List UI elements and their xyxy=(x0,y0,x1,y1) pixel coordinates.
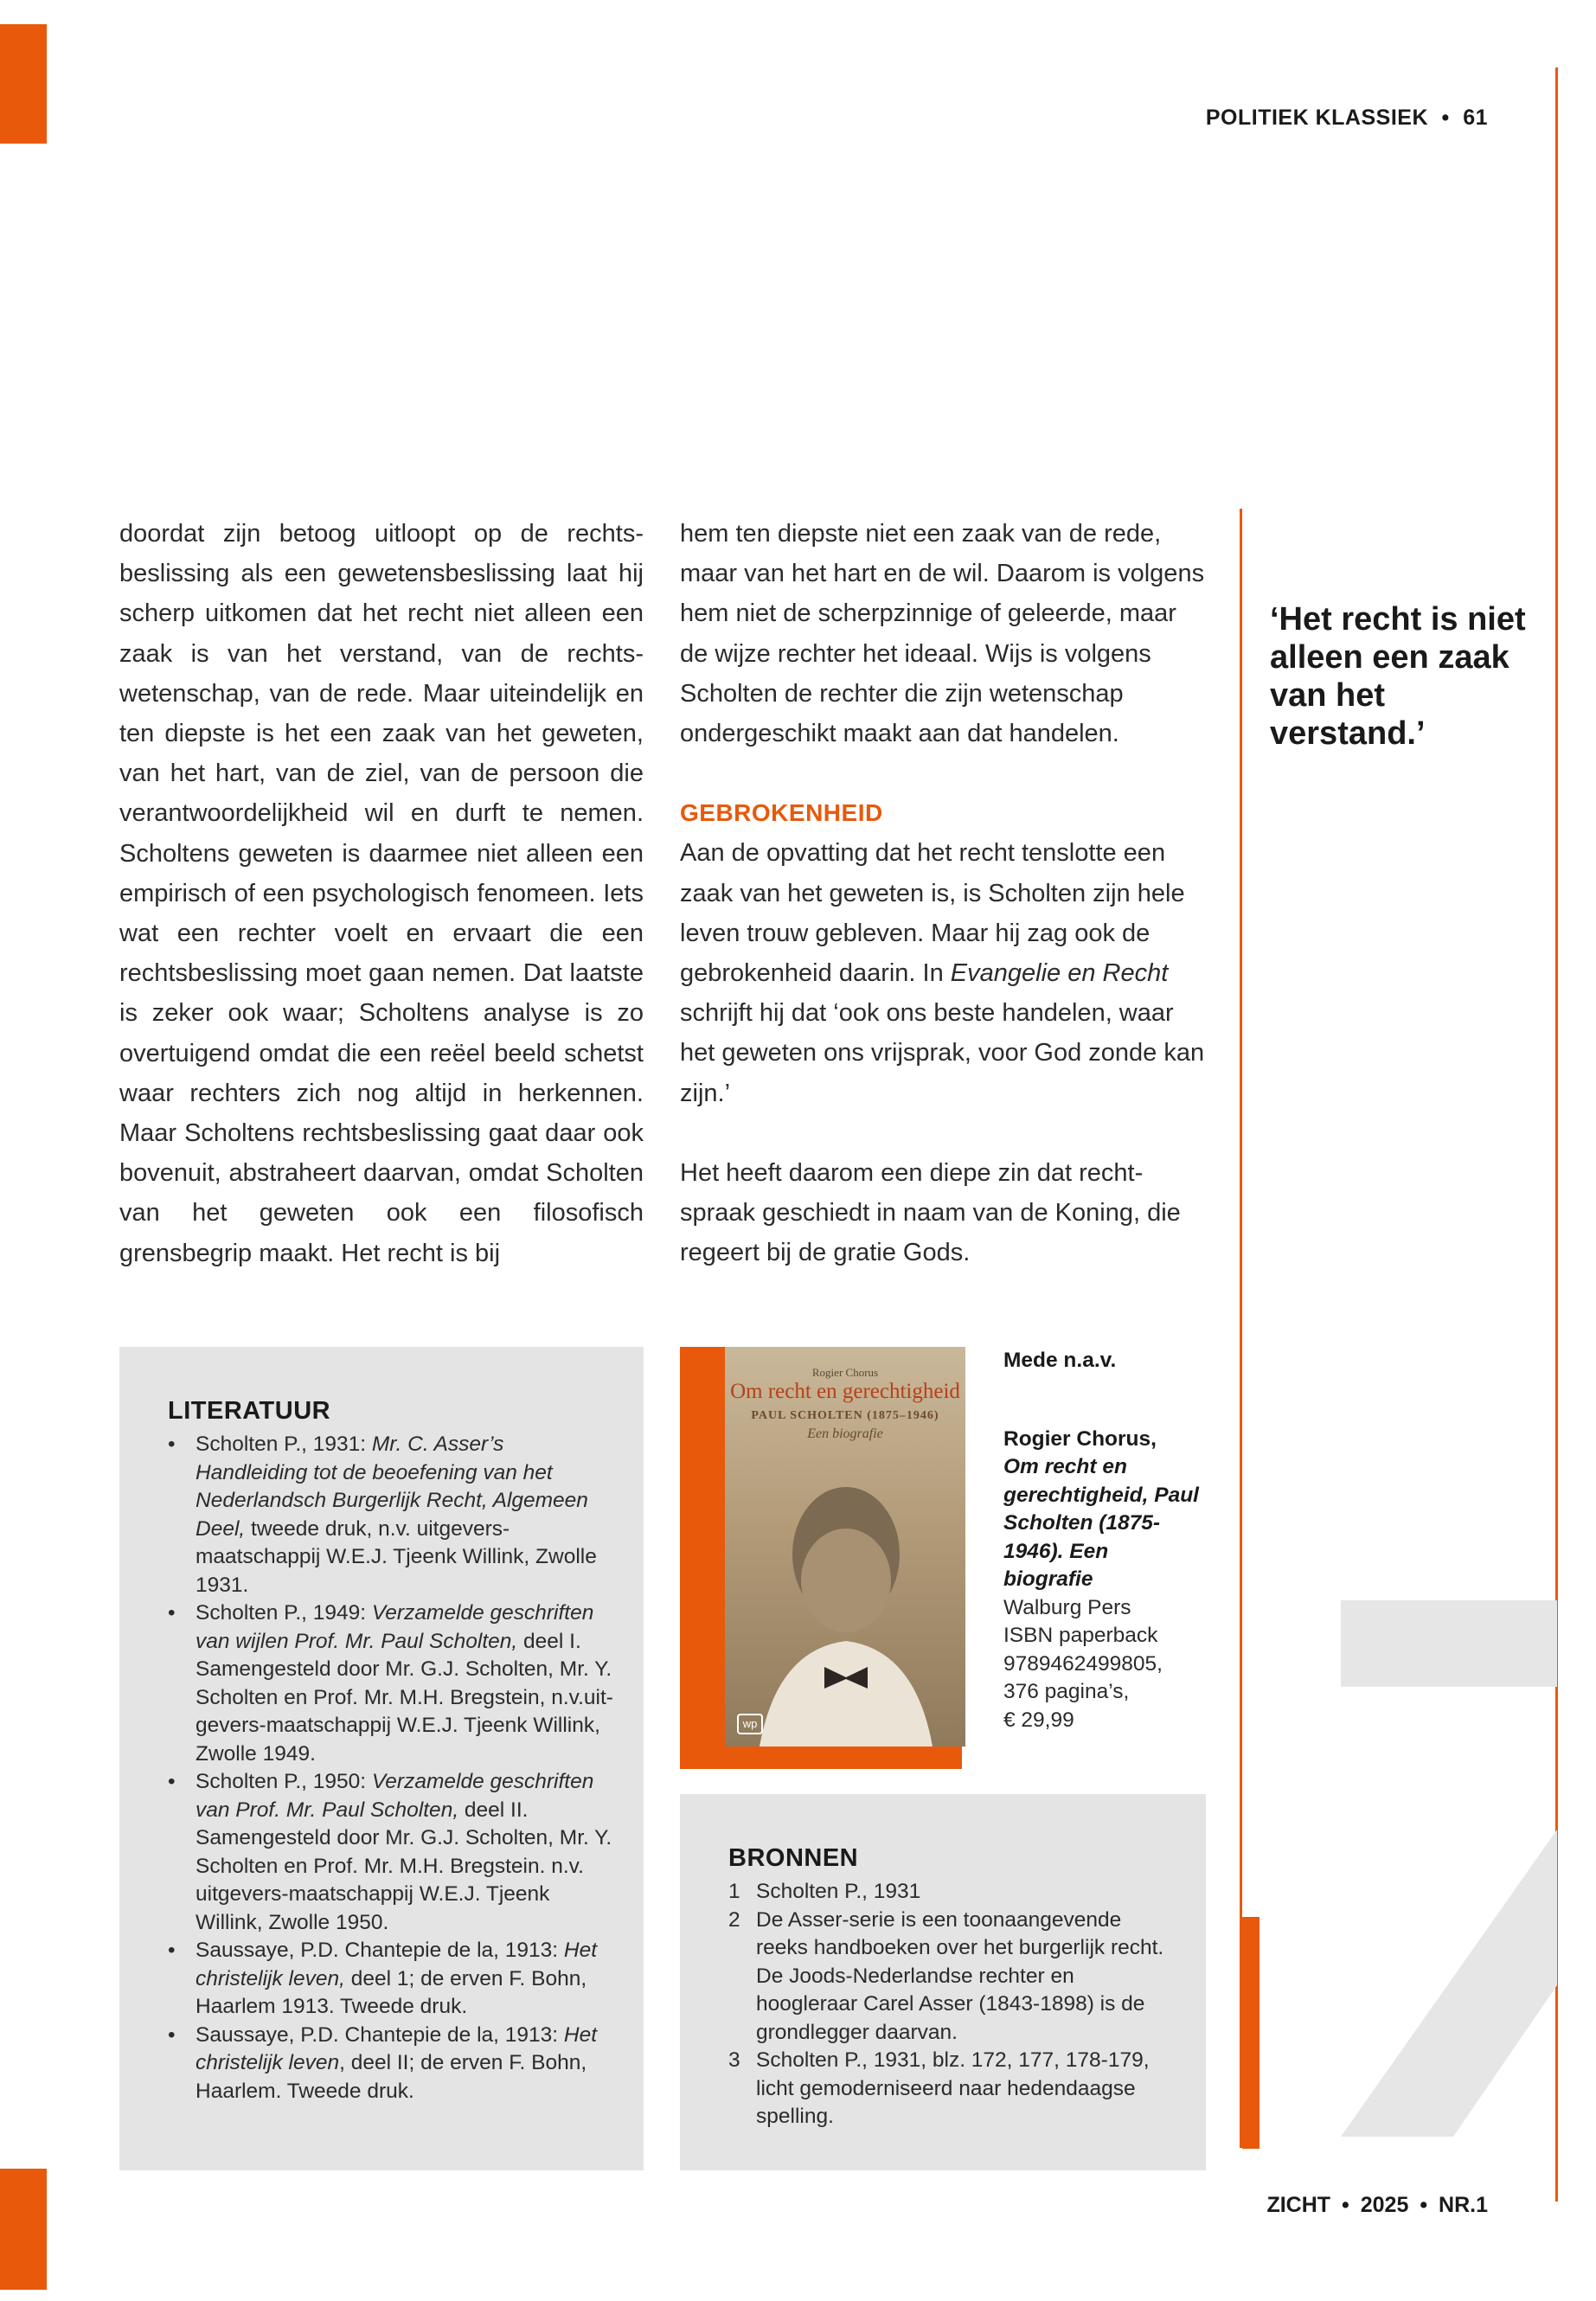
page-header xyxy=(1206,106,1488,131)
column2-para3: Het heeft daarom een diepe zin dat rechtspraak geschiedt in naam van de Koning, die regeert bij de gratie Gods. xyxy=(680,1158,1181,1267)
book-cover-image xyxy=(725,1347,965,1747)
footer-year: 2025 xyxy=(1360,2193,1409,2217)
book-publisher: Walburg Pers xyxy=(1003,1595,1131,1619)
literature-item-author: Saussaye, P.D. Chantepie de la, 1913: xyxy=(195,1939,564,1962)
literature-item-title: Verzamelde geschriften van wijlen Prof. Mr. Paul Scholten, xyxy=(195,1601,594,1653)
column1-text: doordat zijn betoog uitloopt op de rechtsbeslissing als een gewetensbeslissing laat hij scherp uitkomen dat het recht niet alleen een zaak is van het verstand, van de rechtswetenschap, van de rede. Maar uiteindelijk en ten diepste is het een zaak van het geweten, van het hart, van de ziel, van de persoon die verantwoordelijkheid wil en durft te nemen. Scholtens geweten is daarmee niet alleen een empirisch of een psychologisch fenomeen. Iets wat een rechter voelt en ervaart die een rechtsbeslissing moet gaan nemen. Dat laatste is zeker ook waar; Scholtens analyse is zo overtuigend omdat die een reëel beeld schetst waar rechters zich nog altijd in herkennen. Maar Scholtens rechtsbeslissing gaat daar ook bovenuit, abstraheert daarvan, omdat Scholten van het geweten ook een filosofisch grensbegrip maakt. Het recht is bij xyxy=(119,520,644,1267)
column-divider-rule xyxy=(1240,509,1242,2148)
page-footer xyxy=(1266,2193,1488,2218)
header-separator: • xyxy=(1441,106,1450,130)
section-heading: GEBROKENHEID xyxy=(680,799,883,827)
footer-separator-1: • xyxy=(1342,2193,1349,2217)
footer-separator-2: • xyxy=(1420,2193,1428,2217)
literature-item xyxy=(168,2022,618,2106)
literature-item-details: , deel II; de erven F. Bohn, Haarlem. Tweede druk. xyxy=(195,2051,587,2103)
literature-list xyxy=(168,1431,618,2106)
source-number: 1 xyxy=(728,1880,740,1903)
literature-item-details: deel II. Samengesteld door Mr. G.J. Scholten, Mr. Y. Scholten en Prof. Mr. M.H. Bregstein. n.v. uitgevers-maatschappij W.E.J. Tjeenk Willink, Zwolle 1950. xyxy=(195,1798,612,1934)
section-name: POLITIEK KLASSIEK xyxy=(1205,106,1429,130)
publisher-logo: wp xyxy=(737,1714,763,1734)
source-item xyxy=(728,1907,1165,2048)
orange-edge-bar-bottom xyxy=(0,2169,47,2290)
literature-item xyxy=(168,1431,618,1599)
literature-item xyxy=(168,1768,618,1937)
footer-issue: NR.1 xyxy=(1439,2193,1488,2217)
book-price: € 29,99 xyxy=(1003,1708,1074,1732)
source-number: 2 xyxy=(728,1907,740,1932)
magazine-name: ZICHT xyxy=(1266,2193,1331,2217)
column2-para2 xyxy=(680,833,1206,1112)
sources-list xyxy=(728,1878,1165,2131)
cover-subtitle: PAUL SCHOLTEN (1875–1946) xyxy=(751,1409,939,1422)
literature-item-author: Scholten P., 1931: xyxy=(195,1433,372,1456)
literature-item xyxy=(168,1937,618,2022)
cover-title: Om recht en gerechtigheid xyxy=(730,1380,960,1403)
book-pages: 376 pagina’s, xyxy=(1003,1680,1130,1703)
literature-item-author: Saussaye, P.D. Chantepie de la, 1913: xyxy=(195,2022,564,2047)
source-text: De Asser-serie is een toonaangevende reeks handboeken over het burgerlijk recht. De Joods-Nederlandse rechter en hoogleraar Carel Asser (1843-1898) is de grondlegger daarvan. xyxy=(756,1907,1164,2044)
grey-z-logo-mark xyxy=(1341,1600,1557,2137)
cover-author: Rogier Chorus xyxy=(811,1366,879,1379)
literature-item-title: Mr. C. Asser’s Handleiding tot de beoefening van het Nederlandsch Burgerlijk Recht, Algemeen Deel, xyxy=(195,1433,588,1541)
article-column-2 xyxy=(680,514,1206,1272)
pull-quote: ‘Het recht is niet alleen een zaak van het verstand.’ xyxy=(1270,601,1526,752)
literature-item-details: tweede druk, n.v. uitgevers-maatschappij W.E.J. Tjeenk Willink, Zwolle 1931. xyxy=(195,1516,597,1597)
literature-item-title: Verzamelde geschriften van Prof. Mr. Paul Scholten, xyxy=(195,1770,594,1822)
sources-title: BRONNEN xyxy=(728,1844,859,1872)
literature-item-details: deel 1; de erven F. Bohn, Haarlem 1913. Tweede druk. xyxy=(195,1966,587,2018)
literature-title: LITERATUUR xyxy=(168,1397,331,1425)
source-text: Scholten P., 1931 xyxy=(756,1880,921,1903)
column2-para2-end: schrijft hij dat ‘ook ons beste handelen, waar het geweten ons vrijsprak, voor God zonde kan zijn.’ xyxy=(680,999,1205,1107)
literature-item-title: Het christelijk leven, xyxy=(195,1939,598,1990)
portrait-figure xyxy=(725,1451,965,1747)
column2-para1: hem ten diepste niet een zaak van de rede, maar van het hart en de wil. Daarom is volgens hem niet de scherpzinnige of geleerde, maar de wijze rechter het ideaal. Wijs is volgens Scholten de rechter die zijn wetenschap ondergeschikt maakt aan dat handelen. xyxy=(680,520,1205,748)
book-info xyxy=(1003,1347,1202,1734)
mede-nav: Mede n.a.v. xyxy=(1003,1349,1117,1372)
literature-item-title: Het christelijk leven xyxy=(195,2022,598,2074)
sources-box xyxy=(680,1794,1206,2170)
source-item xyxy=(728,1878,1165,1907)
literature-item xyxy=(168,1599,618,1768)
literature-item-author: Scholten P., 1949: xyxy=(195,1601,372,1625)
literature-item-details: deel I. Samengesteld door Mr. G.J. Scholten, Mr. Y. Scholten en Prof. Mr. M.H. Bregstein, n.v.uitgevers-maatschappij W.E.J. Tjeenk Willink, Zwolle 1949. xyxy=(195,1629,613,1766)
source-item xyxy=(728,2047,1165,2131)
book-isbn: ISBN paperback 9789462499805, xyxy=(1003,1624,1163,1676)
source-text: Scholten P., 1931, blz. 172, 177, 178-179, licht gemoderniseerd naar hedendaagse spelling. xyxy=(756,2048,1150,2128)
book-author: Rogier Chorus, xyxy=(1003,1426,1157,1451)
cover-subtitle-2: Een biografie xyxy=(807,1426,883,1441)
literature-item-author: Scholten P., 1950: xyxy=(195,1770,372,1793)
source-number: 3 xyxy=(728,2048,740,2072)
column2-para2-start: Aan de opvatting dat het recht tenslotte een zaak van het geweten is, is Scholten zijn hele leven trouw gebleven. Maar hij zag ook de gebrokenheid daarin. In xyxy=(680,839,1185,988)
article-column-1 xyxy=(119,514,644,1273)
book-title: Om recht en gerechtigheid, Paul Scholten (1875-1946). Een biografie xyxy=(1003,1455,1199,1591)
literature-box xyxy=(119,1347,644,2170)
orange-edge-bar-top xyxy=(0,24,47,144)
book-title-evangelie: Evangelie en Recht xyxy=(950,959,1169,988)
orange-accent-bar xyxy=(1242,1917,1259,2149)
page-number: 61 xyxy=(1463,106,1488,130)
